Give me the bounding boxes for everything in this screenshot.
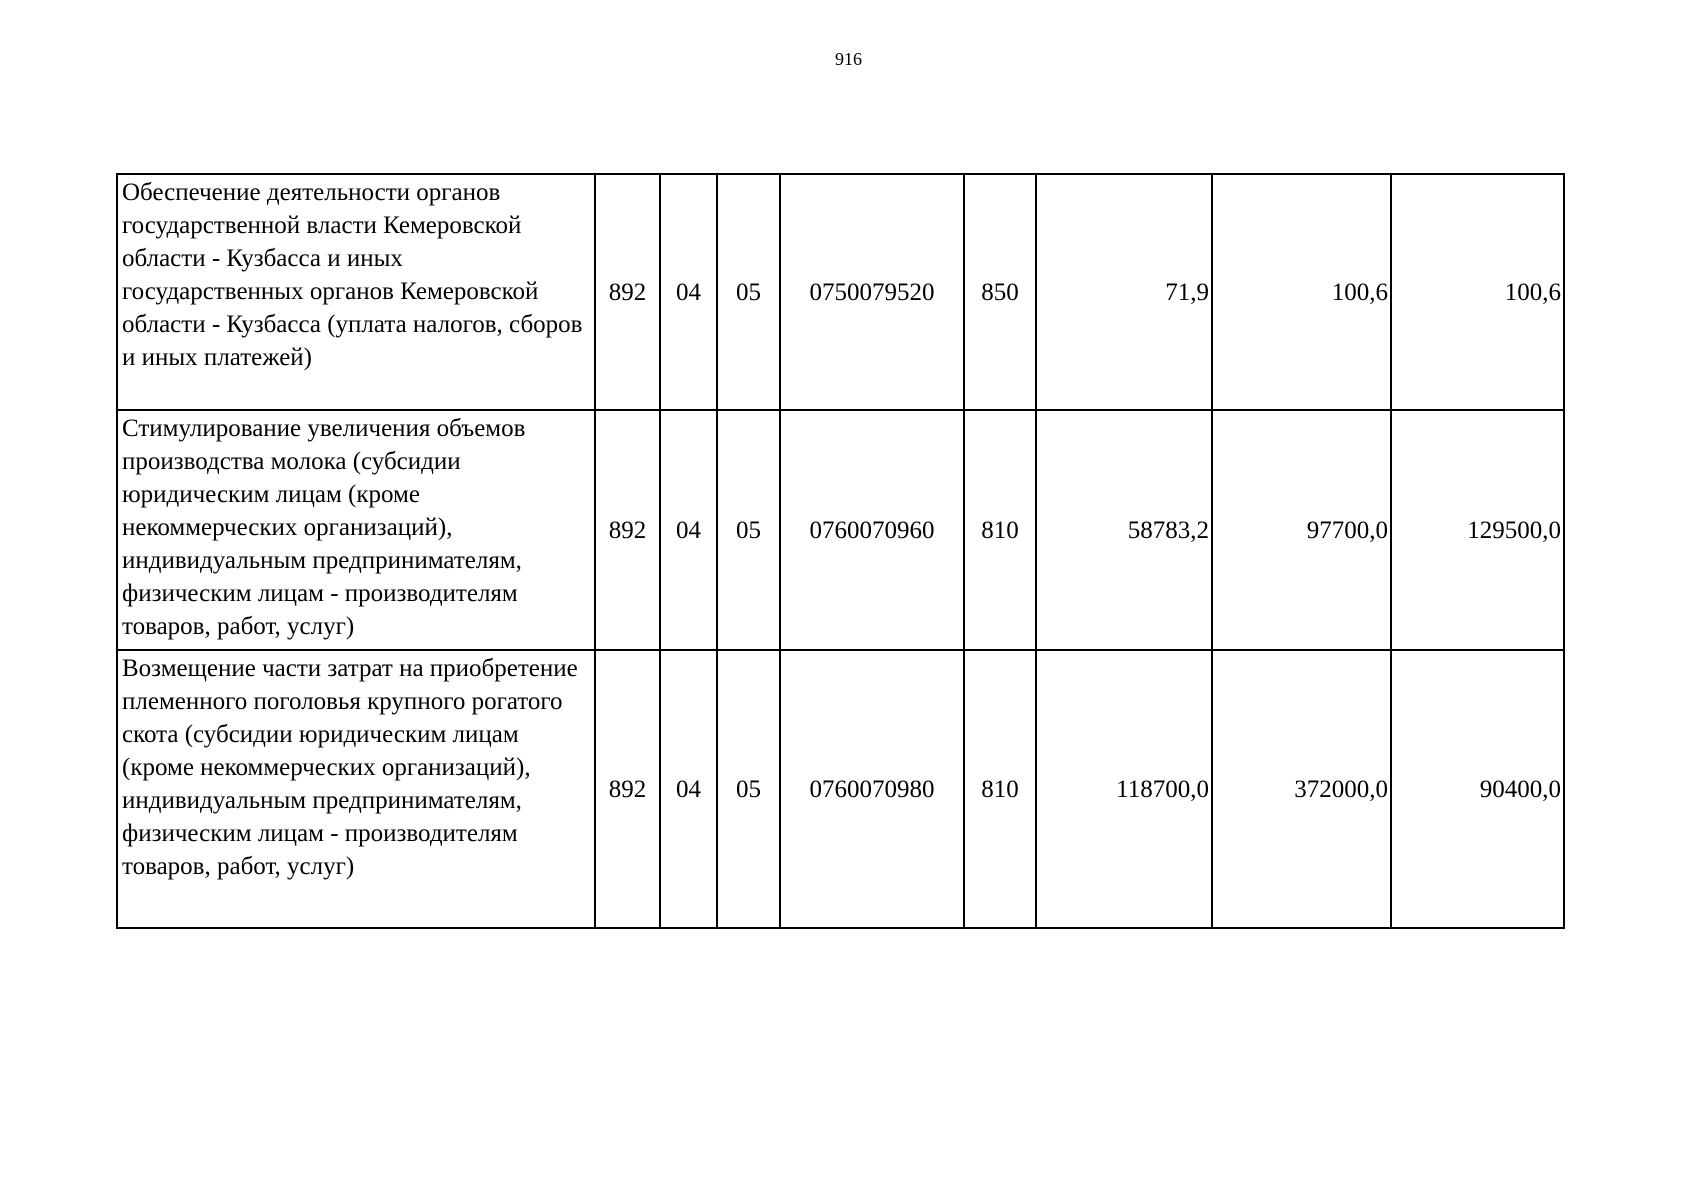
ministry-code: 892 [595, 174, 660, 410]
target-item-code: 0760070960 [780, 410, 964, 650]
target-item-code: 0750079520 [780, 174, 964, 410]
expense-type-code: 810 [964, 410, 1036, 650]
page-number: 916 [835, 49, 862, 69]
table-row [117, 650, 1564, 928]
expense-type-code: 810 [964, 650, 1036, 928]
table-row [117, 174, 1564, 410]
amount-cell: 100,6 [1212, 174, 1391, 410]
amount-cell: 100,6 [1391, 174, 1564, 410]
amount-cell: 118700,0 [1036, 650, 1212, 928]
amount-cell: 372000,0 [1212, 650, 1391, 928]
amount-cell: 58783,2 [1036, 410, 1212, 650]
subsection-code: 05 [717, 650, 780, 928]
amount-cell: 97700,0 [1212, 410, 1391, 650]
expense-type-code: 850 [964, 174, 1036, 410]
ministry-code: 892 [595, 410, 660, 650]
row-description: Возмещение части затрат на приобретение племенного поголовья крупного рогатого скота (субсидии юридическим лицам (кроме некоммерческих организаций), индивидуальным предпринимателям, физическим лицам - производителям товаров, работ, услуг) [117, 650, 595, 928]
table-row [117, 410, 1564, 650]
row-description: Обеспечение деятельности органов государственной власти Кемеровской области - Кузбасса и иных государственных органов Кемеровской области - Кузбасса (уплата налогов, сборов и иных платежей) [117, 174, 595, 410]
section-code: 04 [660, 410, 717, 650]
amount-cell: 90400,0 [1391, 650, 1564, 928]
subsection-code: 05 [717, 410, 780, 650]
amount-cell: 71,9 [1036, 174, 1212, 410]
amount-cell: 129500,0 [1391, 410, 1564, 650]
target-item-code: 0760070980 [780, 650, 964, 928]
row-description: Стимулирование увеличения объемов производства молока (субсидии юридическим лицам (кроме некоммерческих организаций), индивидуальным предпринимателям, физическим лицам - производителям товаров, работ, услуг) [117, 410, 595, 650]
ministry-code: 892 [595, 650, 660, 928]
section-code: 04 [660, 174, 717, 410]
section-code: 04 [660, 650, 717, 928]
budget-table [116, 173, 1565, 929]
subsection-code: 05 [717, 174, 780, 410]
